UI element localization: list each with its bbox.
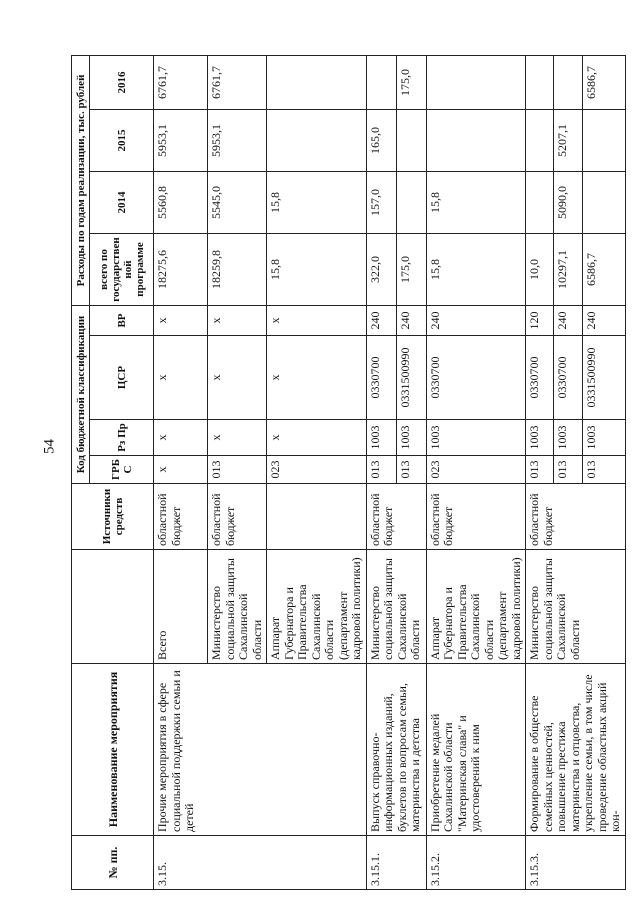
header-2016: 2016 — [90, 55, 154, 109]
page-number: 54 — [41, 439, 58, 454]
row-name: Формирование в обществе семейных ценностей, повышение престижа материнства и отцовства, укрепление семьи, в том числе проведение областных акций кон- — [526, 664, 626, 836]
cell-2016: 175,0 — [396, 55, 426, 109]
header-total: всего по государственной программе — [90, 234, 154, 306]
header-row-1 — [72, 55, 90, 889]
cell-csr: х — [208, 336, 267, 420]
cell-grbs: 013 — [582, 456, 625, 484]
cell-rzpr: х — [154, 420, 208, 456]
cell-2016 — [267, 55, 367, 109]
header-2014: 2014 — [90, 172, 154, 234]
row-source: областной бюджет — [366, 484, 426, 550]
cell-csr: 0330700 — [526, 336, 554, 420]
row-source: областной бюджет — [426, 484, 526, 550]
cell-rzpr: х — [267, 420, 367, 456]
cell-2016: 6761,7 — [154, 55, 208, 109]
cell-vr: х — [267, 306, 367, 336]
row-executor: Аппарат Губернатора и Правительства Сахалинской области (департамент кадровой политики) — [426, 550, 526, 664]
cell-grbs: 013 — [366, 456, 396, 484]
cell-rzpr: 1003 — [366, 420, 396, 456]
cell-2015 — [526, 110, 554, 172]
cell-csr: 0330700 — [554, 336, 582, 420]
header-rzpr: Рз Пр — [90, 420, 154, 456]
cell-2016 — [526, 55, 554, 109]
cell-2014: 157,0 — [366, 172, 396, 234]
cell-vr: 240 — [426, 306, 526, 336]
cell-grbs: 023 — [426, 456, 526, 484]
budget-table — [71, 55, 626, 890]
cell-grbs: х — [154, 456, 208, 484]
cell-vr: х — [208, 306, 267, 336]
header-2015: 2015 — [90, 110, 154, 172]
cell-2015 — [267, 110, 367, 172]
header-executor — [72, 550, 154, 664]
cell-2014 — [526, 172, 554, 234]
cell-rzpr: 1003 — [426, 420, 526, 456]
table-row — [366, 55, 396, 889]
cell-vr: х — [154, 306, 208, 336]
row-name: Выпуск справочно-информационных изданий, буклетов по вопросам семьи, материнства и детства — [366, 664, 426, 836]
row-source: областной бюджет — [208, 484, 267, 550]
cell-2015: 165,0 — [366, 110, 396, 172]
cell-grbs: 013 — [554, 456, 582, 484]
cell-2016: 6761,7 — [208, 55, 267, 109]
cell-2014: 5545,0 — [208, 172, 267, 234]
cell-rzpr: 1003 — [554, 420, 582, 456]
row-executor: Министерство социальной защиты Сахалинской области — [366, 550, 426, 664]
cell-grbs: 013 — [396, 456, 426, 484]
cell-csr: 0331500990 — [582, 336, 625, 420]
cell-total: 18259,8 — [208, 234, 267, 306]
cell-csr: 0330700 — [426, 336, 526, 420]
row-num: 3.15.1. — [366, 836, 426, 890]
row-source — [267, 484, 367, 550]
cell-2014 — [396, 172, 426, 234]
cell-2014: 15,8 — [426, 172, 526, 234]
cell-2014: 5090,0 — [554, 172, 582, 234]
row-num: 3.15. — [154, 836, 367, 890]
table-row — [526, 55, 554, 889]
cell-2015: 5953,1 — [208, 110, 267, 172]
cell-2015 — [396, 110, 426, 172]
cell-total: 322,0 — [366, 234, 396, 306]
table-row — [154, 55, 208, 889]
row-name: Приобретение медалей Сахалинской области "Материнская слава" и удостоверений к ним — [426, 664, 526, 836]
cell-2016 — [426, 55, 526, 109]
cell-grbs: 023 — [267, 456, 367, 484]
cell-rzpr: 1003 — [396, 420, 426, 456]
cell-vr: 240 — [582, 306, 625, 336]
header-grbs: ГРБ С — [90, 456, 154, 484]
cell-rzpr: х — [208, 420, 267, 456]
cell-total: 10297,1 — [554, 234, 582, 306]
cell-2015: 5207,1 — [554, 110, 582, 172]
cell-rzpr: 1003 — [526, 420, 554, 456]
cell-total: 15,8 — [426, 234, 526, 306]
rotated-page — [71, 56, 622, 890]
row-executor: Министерство социальной защиты Сахалинской области — [526, 550, 626, 664]
cell-vr: 240 — [554, 306, 582, 336]
row-source: областной бюджет — [154, 484, 208, 550]
cell-csr: 0330700 — [366, 336, 396, 420]
header-name: Наименование мероприятия — [72, 664, 154, 836]
cell-2014: 15,8 — [267, 172, 367, 234]
cell-2014: 5560,8 — [154, 172, 208, 234]
cell-2014 — [582, 172, 625, 234]
row-executor: Всего — [154, 550, 208, 664]
cell-2015: 5953,1 — [154, 110, 208, 172]
header-num: № пп. — [72, 836, 154, 890]
header-expenses-group: Расходы по годам реализации, тыс. рублей — [72, 55, 90, 305]
cell-vr: 240 — [396, 306, 426, 336]
cell-csr: х — [154, 336, 208, 420]
row-source: областной бюджет — [526, 484, 626, 550]
cell-total: 6586,7 — [582, 234, 625, 306]
cell-total: 15,8 — [267, 234, 367, 306]
row-num: 3.15.3. — [526, 836, 626, 890]
cell-total: 10,0 — [526, 234, 554, 306]
cell-2016: 6586,7 — [582, 55, 625, 109]
cell-grbs: 013 — [208, 456, 267, 484]
cell-total: 18275,6 — [154, 234, 208, 306]
cell-2015 — [426, 110, 526, 172]
cell-csr: х — [267, 336, 367, 420]
header-vr: ВР — [90, 306, 154, 336]
cell-2016 — [554, 55, 582, 109]
cell-rzpr: 1003 — [582, 420, 625, 456]
row-executor: Министерство социальной защиты Сахалинской области — [208, 550, 267, 664]
table-row — [426, 55, 526, 889]
row-num: 3.15.2. — [426, 836, 526, 890]
cell-total: 175,0 — [396, 234, 426, 306]
header-csr: ЦСР — [90, 336, 154, 420]
cell-vr: 240 — [366, 306, 396, 336]
row-name: Прочие мероприятия в сфере социальной поддержки семьи и детей — [154, 664, 367, 836]
cell-grbs: 013 — [526, 456, 554, 484]
cell-2016 — [366, 55, 396, 109]
header-code-group: Код бюджетной классификации — [72, 306, 90, 484]
cell-csr: 0331500990 — [396, 336, 426, 420]
row-executor: Аппарат Губернатора и Правительства Сахалинской области (департамент кадровой политики) — [267, 550, 367, 664]
cell-vr: 120 — [526, 306, 554, 336]
cell-2015 — [582, 110, 625, 172]
header-source: Источники средств — [72, 484, 154, 550]
